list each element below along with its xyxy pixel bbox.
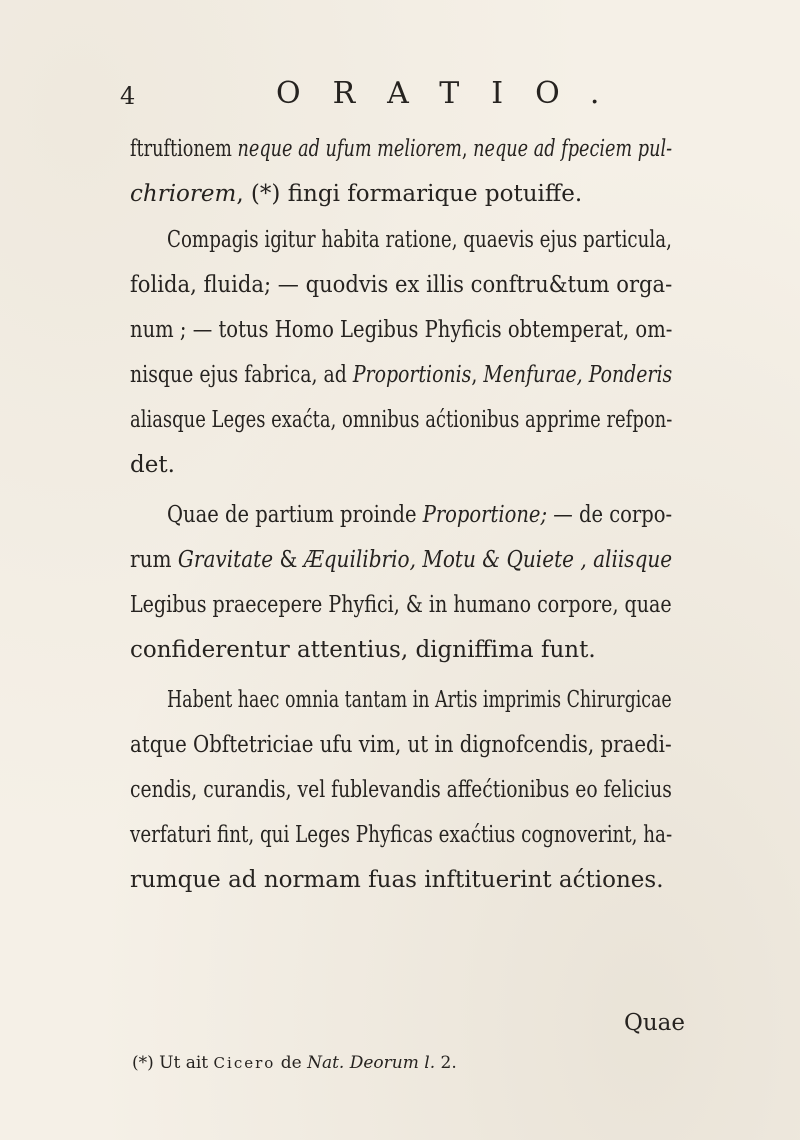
- footnote: (*) Ut ait Cicero de Nat. Deorum l. 2.: [132, 1053, 457, 1073]
- text-line: nisque ejus fabrica, ad Proportionis, Menfurae, Ponderis: [130, 362, 673, 388]
- text-line: atque Obftetriciae ufu vim, ut in dignofcendis, praedi-: [130, 732, 672, 758]
- text-line: chriorem, (*) fingi formarique potuiffe.: [130, 181, 583, 207]
- text-line: Compagis igitur habita ratione, quaevis ejus particula,: [167, 227, 672, 253]
- text-line: aliasque Leges exaćta, omnibus aćtionibus apprime refpon-: [130, 407, 673, 433]
- text-line: rumque ad normam fuas inftituerint aćtiones.: [130, 867, 664, 893]
- text-line: Quae de partium proinde Proportione; — de corpo-: [167, 502, 673, 528]
- text-line: det.: [130, 452, 175, 478]
- text-line: cendis, curandis, vel fublevandis affećtionibus eo felicius: [130, 777, 672, 803]
- catchword: Quae: [624, 1010, 685, 1036]
- text-line: folida, fluida; — quodvis ex illis conftru&tum orga-: [130, 272, 673, 298]
- text-line: verfaturi fint, qui Leges Phyficas exaćtius cognoverint, ha-: [130, 822, 673, 848]
- page-number: 4: [120, 82, 136, 110]
- text-line: ftruftionem neque ad ufum meliorem, neque ad fpeciem pul-: [130, 136, 673, 162]
- text-line: confiderentur attentius, digniffima funt.: [130, 637, 596, 663]
- text-line: num ; — totus Homo Legibus Phyficis obtemperat, om-: [130, 317, 673, 343]
- text-line: Legibus praecepere Phyfici, & in humano corpore, quae: [130, 592, 672, 618]
- running-title: ORATIO.: [276, 76, 632, 111]
- text-line: Habent haec omnia tantam in Artis imprimis Chirurgicae: [167, 687, 672, 713]
- page-header: [0, 72, 800, 116]
- text-line: rum Gravitate & Æquilibrio, Motu & Quiete , aliisque: [130, 547, 673, 573]
